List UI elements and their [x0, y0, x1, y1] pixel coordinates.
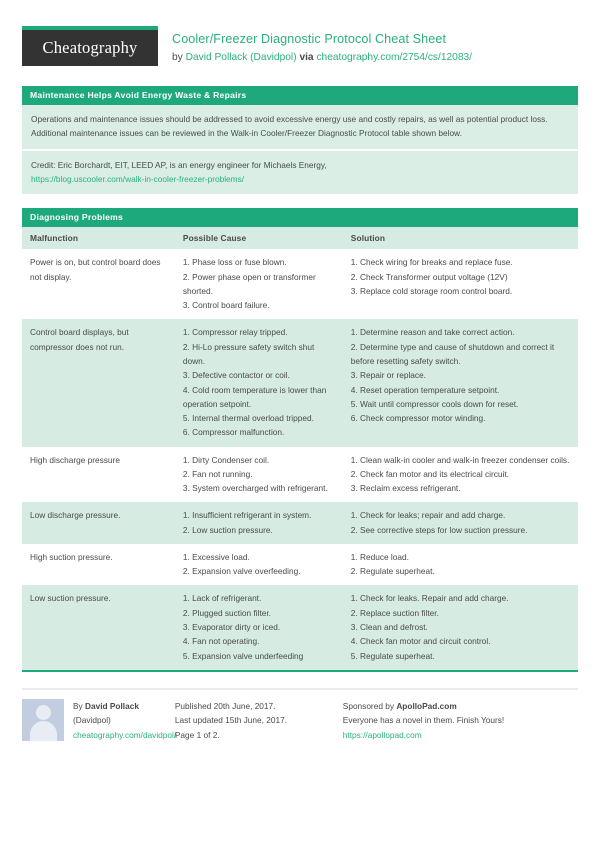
list-item: 4. Check fan motor and circuit control.	[350, 636, 491, 647]
list-item: 3. Defective contactor or coil.	[182, 370, 290, 381]
list-item: 3. Reclaim excess refrigerant.	[350, 483, 461, 494]
list-item: 3. Replace cold storage room control board.	[350, 285, 513, 296]
cell-possible-cause	[175, 502, 343, 544]
list-item: 1. Dirty Condenser coil.	[182, 454, 270, 465]
table-row	[22, 544, 578, 586]
list-item: 5. Regulate superheat.	[350, 650, 435, 661]
header-titles	[172, 26, 472, 64]
intro-paragraph: Operations and maintenance issues should be addressed to avoid excessive energy use and costly repairs, as well as potential product loss. Additional maintenance issues can be reviewed in the Walk-in Cooler/Freezer Diagnostic Protocol table shown below.	[22, 105, 578, 149]
intro-heading: Maintenance Helps Avoid Energy Waste & Repairs	[22, 86, 578, 105]
list-item: 4. Reset operation temperature setpoint.	[350, 384, 500, 395]
list-item: 2. Plugged suction filter.	[182, 607, 271, 618]
footer-author-line	[73, 699, 176, 728]
column-header-possible-cause: Possible Cause	[175, 227, 343, 249]
intro-block	[22, 86, 578, 194]
list-item: 5. Expansion valve underfeeding	[182, 650, 304, 661]
list-item: 4. Cold room temperature is lower than operation setpoint.	[182, 384, 327, 409]
list-item: 1. Compressor relay tripped.	[182, 327, 288, 338]
list-item: 4. Fan not operating.	[182, 636, 260, 647]
page-footer	[22, 688, 578, 743]
list-item: 1. Clean walk-in cooler and walk-in freezer condenser coils.	[350, 454, 570, 465]
footer-author-column	[22, 688, 175, 743]
cell-possible-cause	[175, 585, 343, 670]
intro-credit	[22, 149, 578, 195]
cell-possible-cause	[175, 319, 343, 446]
table-row	[22, 502, 578, 544]
footer-author-handle: (Davidpol)	[73, 715, 111, 726]
cell-possible-cause	[175, 544, 343, 586]
cell-malfunction: High discharge pressure	[22, 447, 175, 503]
cell-solution	[343, 249, 578, 319]
list-item: 5. Wait until compressor cools down for reset.	[350, 398, 519, 409]
credit-url-link[interactable]: https://blog.uscooler.com/walk-in-cooler-freezer-problems/	[31, 173, 245, 184]
cell-malfunction: Power is on, but control board does not display.	[22, 249, 175, 319]
cell-possible-cause	[175, 447, 343, 503]
via-label: via	[299, 51, 314, 63]
sponsor-tagline: Everyone has a novel in them. Finish Yours!	[342, 715, 505, 726]
list-item: 1. Determine reason and take correct action.	[350, 327, 515, 338]
list-item: 3. System overcharged with refrigerant.	[182, 483, 328, 494]
footer-by-label: By	[73, 700, 83, 711]
list-item: 1. Check for leaks; repair and add charge.	[350, 510, 506, 521]
list-item: 3. Clean and defrost.	[350, 621, 428, 632]
footer-publish-column	[175, 688, 343, 743]
list-item: 2. Hi-Lo pressure safety switch shut down.	[182, 341, 315, 366]
page-number: Page 1 of 2.	[174, 729, 220, 740]
sponsor-url-link[interactable]: https://apollopad.com	[342, 729, 422, 740]
list-item: 1. Reduce load.	[350, 551, 409, 562]
list-item: 2. Check fan motor and its electrical circuit.	[350, 468, 509, 479]
list-item: 2. Replace suction filter.	[350, 607, 439, 618]
list-item: 2. Regulate superheat.	[350, 566, 435, 577]
byline	[172, 51, 472, 64]
cell-solution	[343, 585, 578, 670]
sponsor-name: ApolloPad.com	[396, 700, 457, 711]
sponsor-label: Sponsored by	[342, 700, 394, 711]
list-item: 2. Power phase open or transformer shorted.	[182, 271, 316, 296]
cell-possible-cause	[175, 249, 343, 319]
list-item: 1. Phase loss or fuse blown.	[182, 257, 287, 268]
cheatography-logo[interactable]	[22, 26, 158, 66]
avatar-body-shape	[30, 721, 57, 741]
list-item: 1. Check wiring for breaks and replace fuse.	[350, 257, 513, 268]
list-item: 2. See corrective steps for low suction pressure.	[350, 524, 528, 535]
table-header-row	[22, 227, 578, 249]
published-date: Published 20th June, 2017.	[174, 700, 276, 711]
cell-malfunction: Low discharge pressure.	[22, 502, 175, 544]
column-header-solution: Solution	[343, 227, 578, 249]
cell-solution	[343, 502, 578, 544]
cell-solution	[343, 544, 578, 586]
column-header-malfunction: Malfunction	[22, 227, 175, 249]
cell-malfunction: Control board displays, but compressor does not run.	[22, 319, 175, 446]
source-url-link[interactable]: cheatography.com/2754/cs/12083/	[316, 51, 473, 63]
list-item: 2. Low suction pressure.	[182, 524, 273, 535]
footer-author-name: David Pollack	[85, 700, 139, 711]
cell-solution	[343, 319, 578, 446]
avatar	[22, 699, 64, 741]
cell-malfunction: High suction pressure.	[22, 544, 175, 586]
table-heading: Diagnosing Problems	[22, 208, 578, 227]
list-item: 1. Excessive load.	[182, 551, 250, 562]
page-title: Cooler/Freezer Diagnostic Protocol Cheat Sheet	[172, 32, 447, 46]
author-link[interactable]: David Pollack (Davidpol)	[185, 51, 297, 63]
list-item: 3. Evaporator dirty or iced.	[182, 621, 281, 632]
by-label: by	[172, 51, 183, 63]
last-updated-date: Last updated 15th June, 2017.	[174, 715, 287, 726]
table-body	[22, 249, 578, 670]
table-row	[22, 319, 578, 446]
list-item: 1. Insufficient refrigerant in system.	[182, 510, 312, 521]
list-item: 5. Internal thermal overload tripped.	[182, 413, 314, 424]
list-item: 6. Check compressor motor winding.	[350, 413, 486, 424]
cell-malfunction: Low suction pressure.	[22, 585, 175, 670]
list-item: 2. Fan not running.	[182, 468, 253, 479]
list-item: 2. Check Transformer output voltage (12V)	[350, 271, 508, 282]
logo-text: Cheatography	[42, 38, 138, 57]
list-item: 1. Check for leaks. Repair and add charge.	[350, 593, 509, 604]
list-item: 3. Control board failure.	[182, 300, 270, 311]
footer-author-url-link[interactable]: cheatography.com/davidpol/	[73, 729, 177, 740]
diagnosing-problems-block	[22, 208, 578, 672]
diagnostic-table	[22, 227, 578, 671]
table-row	[22, 447, 578, 503]
footer-author-meta	[73, 699, 176, 743]
list-item: 2. Expansion valve overfeeding.	[182, 566, 301, 577]
credit-text: Credit: Eric Borchardt, EIT, LEED AP, is an energy engineer for Michaels Energy,	[31, 159, 327, 170]
list-item: 1. Lack of refrigerant.	[182, 593, 262, 604]
page-header	[22, 0, 578, 72]
list-item: 3. Repair or replace.	[350, 370, 426, 381]
table-row	[22, 249, 578, 319]
cell-solution	[343, 447, 578, 503]
list-item: 2. Determine type and cause of shutdown and correct it before resetting safety switch.	[350, 341, 555, 366]
footer-sponsor-column	[343, 688, 578, 743]
list-item: 6. Compressor malfunction.	[182, 427, 285, 438]
sponsor-line	[343, 699, 578, 714]
table-row	[22, 585, 578, 670]
avatar-head-shape	[36, 705, 51, 720]
